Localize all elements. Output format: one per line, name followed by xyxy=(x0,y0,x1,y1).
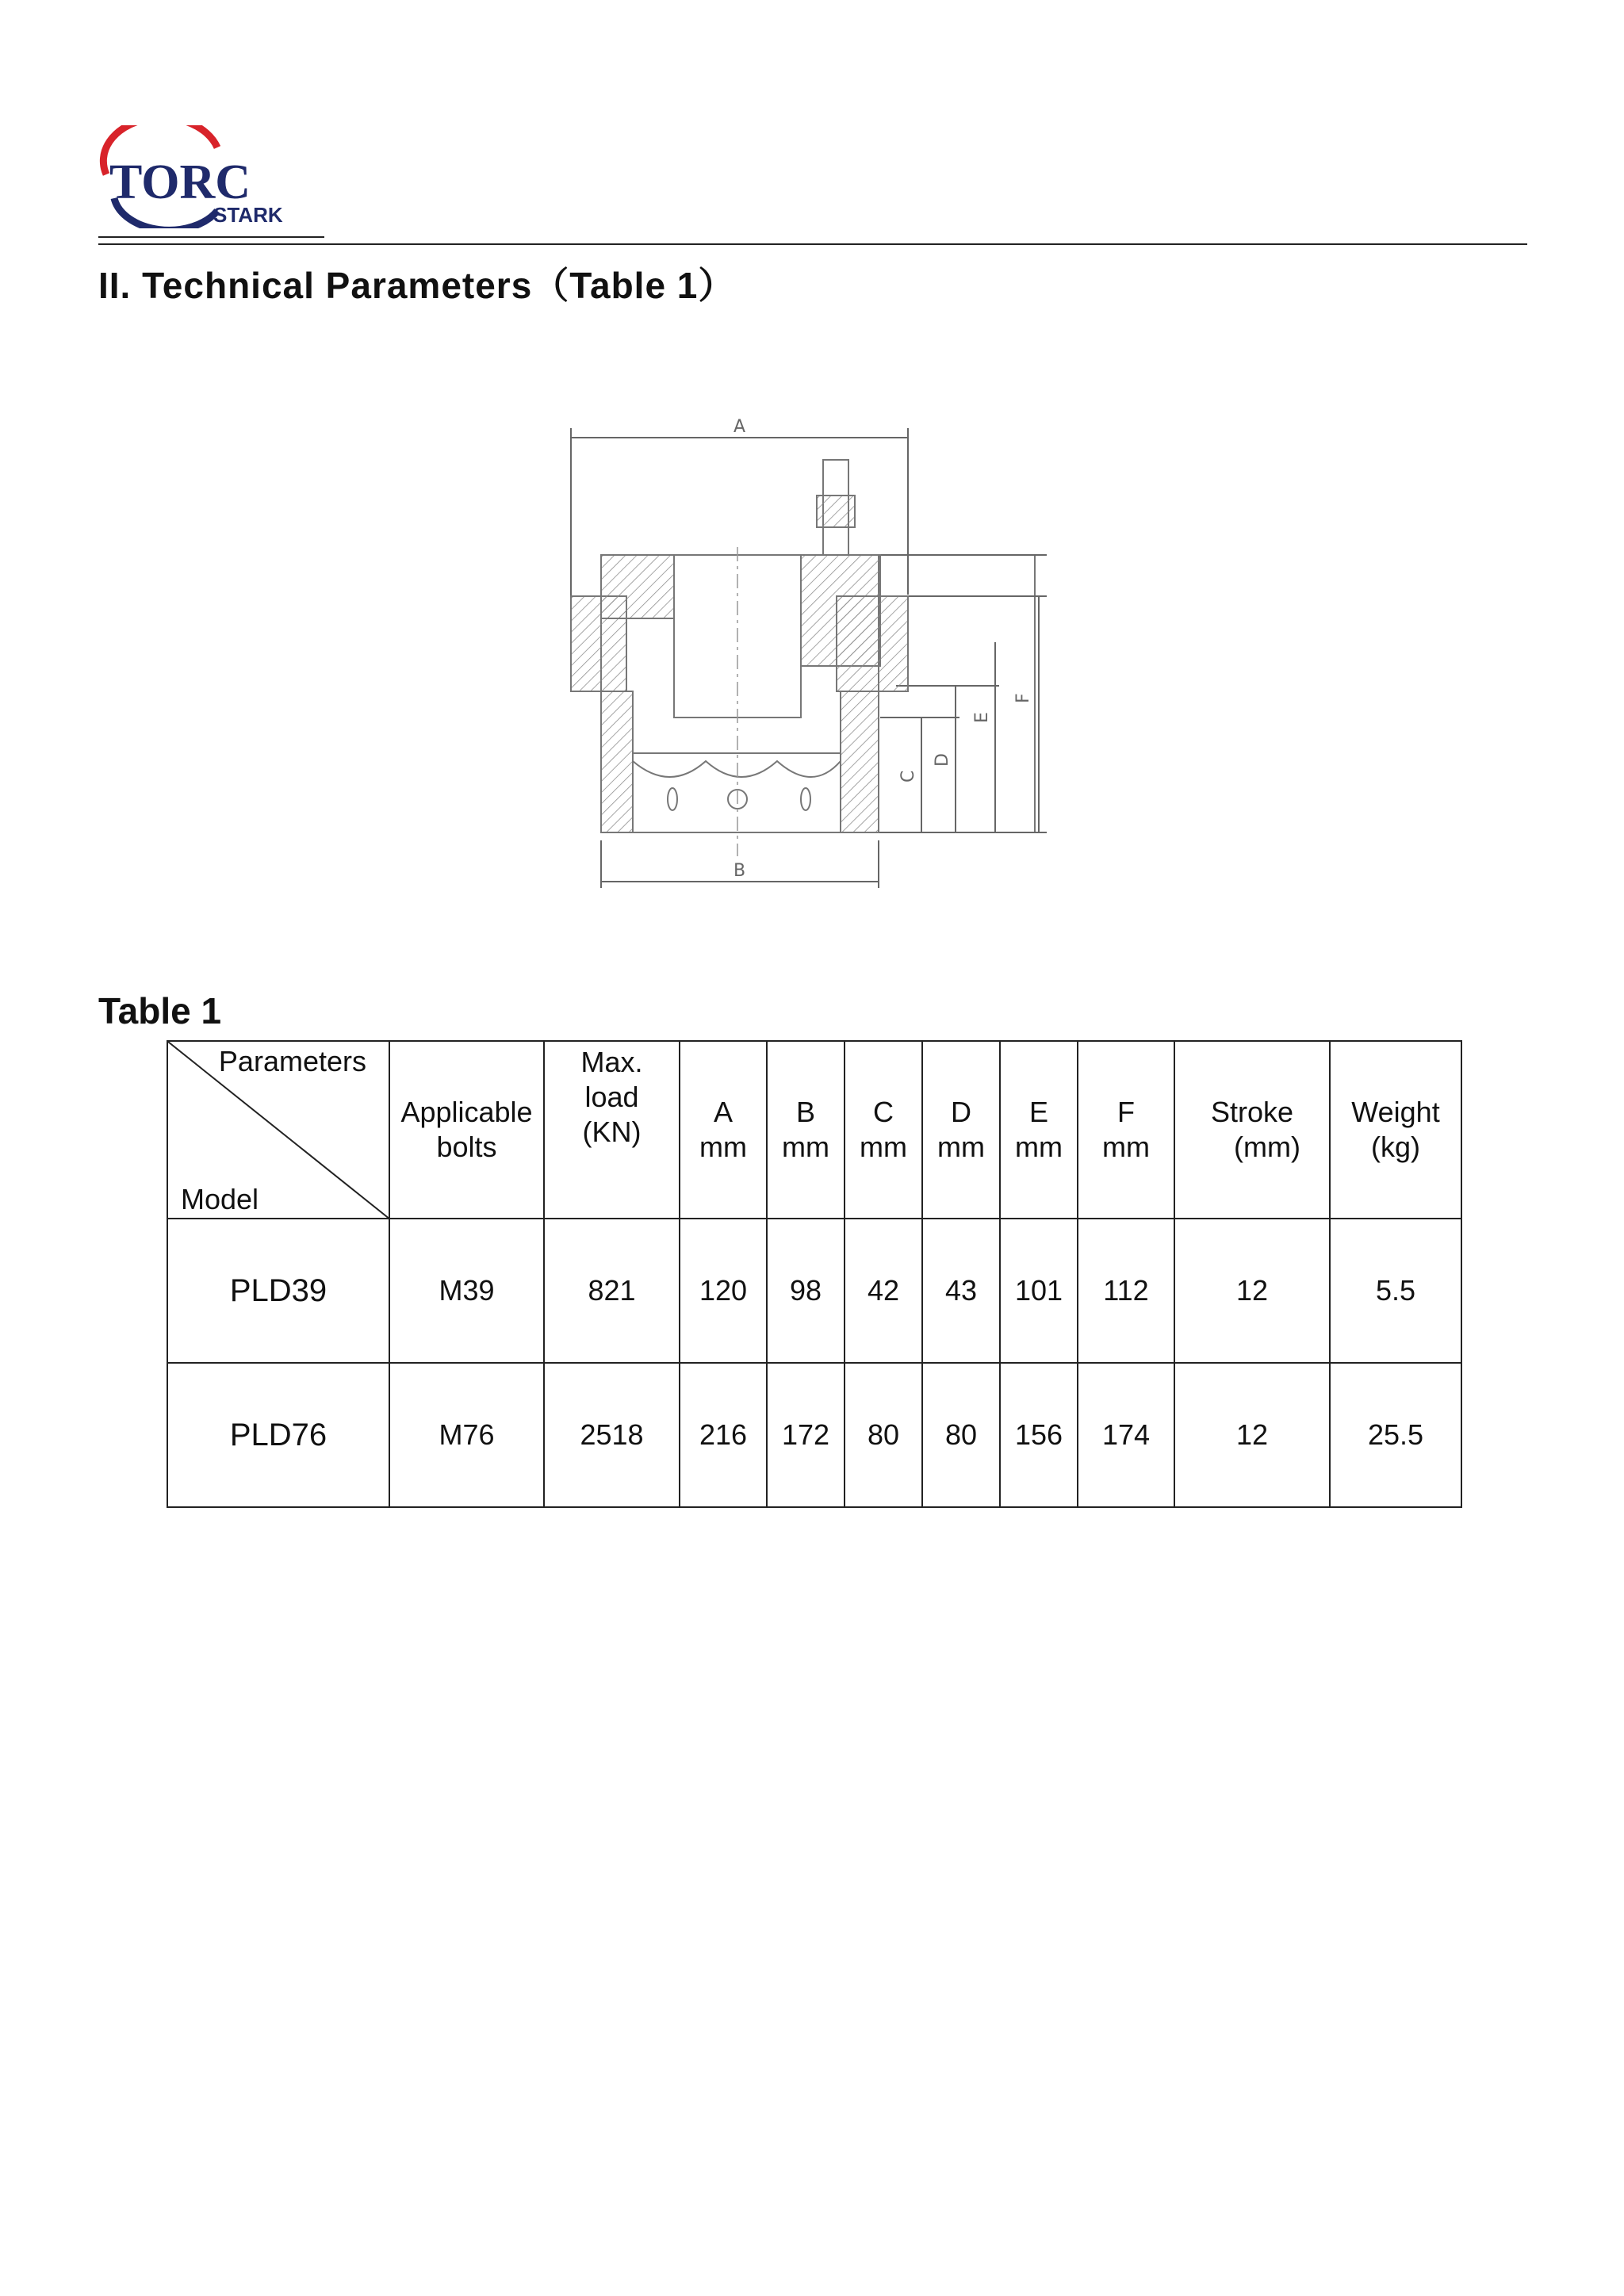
cell-load: 2518 xyxy=(544,1363,680,1507)
cell-e: 156 xyxy=(1000,1363,1078,1507)
cell-bolts: M39 xyxy=(389,1219,544,1363)
logo-stark-text: STARK xyxy=(213,203,283,227)
header-stroke-unit: (mm) xyxy=(1234,1131,1300,1163)
header-a xyxy=(680,1041,767,1219)
cell-a: 120 xyxy=(680,1219,767,1363)
header-weight xyxy=(1330,1041,1461,1219)
cell-f: 174 xyxy=(1078,1363,1174,1507)
header-e-label: E xyxy=(1028,1096,1048,1128)
cell-a: 216 xyxy=(680,1363,767,1507)
table-title: Table 1 xyxy=(98,990,222,1031)
header-stroke xyxy=(1174,1041,1330,1219)
header-b-unit: mm xyxy=(782,1131,829,1163)
header-e-unit: mm xyxy=(1015,1131,1063,1163)
header-weight-label: Weight xyxy=(1351,1096,1440,1128)
header-f xyxy=(1078,1041,1174,1219)
corner-parameters-label: Parameters xyxy=(218,1045,366,1077)
header-bolts-line1: Applicable xyxy=(400,1096,533,1128)
cell-b: 98 xyxy=(767,1219,845,1363)
table-header-row xyxy=(167,1041,1461,1219)
dim-label-c: C xyxy=(898,770,918,783)
cell-b: 172 xyxy=(767,1363,845,1507)
cell-weight: 25.5 xyxy=(1330,1363,1461,1507)
cell-bolts: M76 xyxy=(389,1363,544,1507)
header-c-label: C xyxy=(873,1096,894,1128)
cell-c: 42 xyxy=(845,1219,922,1363)
dim-label-a: A xyxy=(733,417,746,437)
header-load-line3: (KN) xyxy=(582,1115,642,1148)
cell-stroke: 12 xyxy=(1174,1363,1330,1507)
dim-label-b: B xyxy=(733,861,746,881)
logo-torc-text: TORC xyxy=(109,155,251,209)
cell-d: 43 xyxy=(922,1219,1000,1363)
header-weight-unit: (kg) xyxy=(1371,1131,1420,1163)
table-row xyxy=(167,1363,1461,1507)
header-stroke-label: Stroke xyxy=(1210,1096,1294,1128)
header-d-label: D xyxy=(951,1096,971,1128)
header-a-label: A xyxy=(713,1096,733,1128)
section-title: II. Technical Parameters（Table 1） xyxy=(98,265,736,306)
cell-e: 101 xyxy=(1000,1219,1078,1363)
cell-load: 821 xyxy=(544,1219,680,1363)
corner-header-cell xyxy=(167,1041,389,1219)
header-load-line2: load xyxy=(584,1081,639,1113)
dim-label-e: E xyxy=(972,712,992,723)
header-e xyxy=(1000,1041,1078,1219)
torc-stark-logo xyxy=(98,125,328,228)
header-max-load xyxy=(544,1041,680,1219)
cell-model: PLD39 xyxy=(167,1219,389,1363)
header-b-label: B xyxy=(795,1096,815,1128)
technical-drawing xyxy=(555,412,1063,888)
header-d-unit: mm xyxy=(937,1131,985,1163)
header-c-unit: mm xyxy=(860,1131,907,1163)
logo-underline xyxy=(98,236,324,238)
header-d xyxy=(922,1041,1000,1219)
cell-f: 112 xyxy=(1078,1219,1174,1363)
header-load-line1: Max. xyxy=(580,1046,643,1078)
cell-stroke: 12 xyxy=(1174,1219,1330,1363)
corner-model-label: Model xyxy=(181,1183,259,1215)
header-a-unit: mm xyxy=(699,1131,747,1163)
header-rule xyxy=(98,243,1527,245)
dim-label-d: D xyxy=(933,753,952,767)
header-f-unit: mm xyxy=(1102,1131,1150,1163)
parameters-table xyxy=(167,1040,1462,1508)
header-bolts-line2: bolts xyxy=(436,1131,497,1163)
cell-d: 80 xyxy=(922,1363,1000,1507)
cell-model: PLD76 xyxy=(167,1363,389,1507)
cell-c: 80 xyxy=(845,1363,922,1507)
dim-label-f: F xyxy=(1013,693,1033,703)
header-b xyxy=(767,1041,845,1219)
header-f-label: F xyxy=(1117,1096,1135,1128)
cell-weight: 5.5 xyxy=(1330,1219,1461,1363)
table-row xyxy=(167,1219,1461,1363)
header-applicable-bolts xyxy=(389,1041,544,1219)
header-c xyxy=(845,1041,922,1219)
